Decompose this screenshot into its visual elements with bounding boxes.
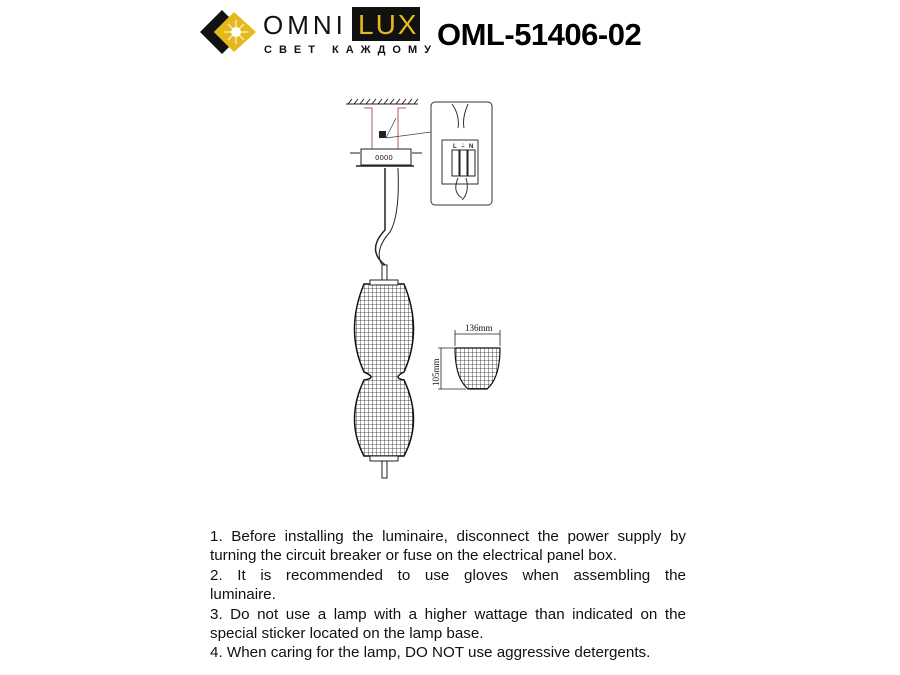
suspension-cable <box>376 168 386 265</box>
instruction-2-line2: luminaire. <box>210 586 276 604</box>
shade-height-label: 105mm <box>431 358 441 386</box>
model-number: OML-51406-02 <box>437 17 642 52</box>
mounting-wires <box>364 108 406 150</box>
terminal-label-l: L <box>453 144 457 150</box>
instruction-4-line1: 4. When caring for the lamp, DO NOT use aggressive detergents. <box>210 644 651 662</box>
instruction-1-line1: 1. Before installing the luminaire, disconnect the power supply by <box>210 528 686 545</box>
instruction-1-line2: turning the circuit breaker or fuse on the electrical panel box. <box>210 547 617 565</box>
terminal-label-earth: ⏚ <box>460 144 467 150</box>
safety-instructions <box>210 527 686 663</box>
brand-name-omni: OMNI <box>263 10 347 40</box>
lamp-body <box>340 280 430 460</box>
terminal-label-n: N <box>469 144 474 150</box>
instruction-2-line1: 2. It is recommended to use gloves when assembling the <box>210 566 686 584</box>
instruction-3-line2: special sticker located on the lamp base. <box>210 625 484 643</box>
brand-tagline: СВЕТ КАЖДОМУ <box>264 44 438 56</box>
instruction-3-line1: 3. Do not use a lamp with a higher wattage than indicated on the <box>210 605 686 623</box>
terminal-block <box>379 131 386 138</box>
brand-name-lux: LUX <box>358 9 419 40</box>
svg-text:0000: 0000 <box>375 154 393 162</box>
shade-width-label: 136mm <box>465 323 493 333</box>
ceiling-hatch <box>346 99 418 104</box>
shade-detail <box>438 330 505 395</box>
